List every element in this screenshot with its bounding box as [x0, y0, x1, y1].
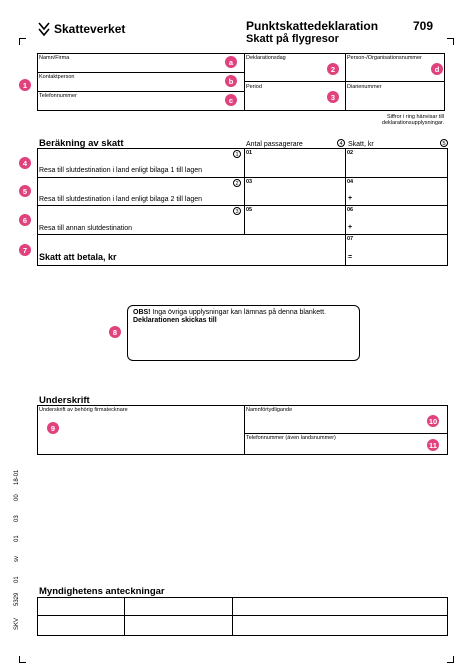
code-07: 07 — [347, 236, 354, 242]
plus-sign-06: + — [348, 224, 353, 231]
form-title: Punktskattedeklaration — [246, 19, 379, 33]
authority-table — [37, 597, 448, 636]
name-field-label: Namn/Firma — [39, 55, 70, 61]
passengers-05-field[interactable] — [245, 206, 344, 233]
obs-send-to: Deklarationen skickas till — [133, 317, 217, 324]
corner-mark-top-left — [19, 38, 26, 45]
pin-b: b — [225, 75, 237, 87]
diary-number-field[interactable] — [346, 91, 444, 110]
side-code-00: 00 — [14, 494, 20, 501]
skatteverket-logo — [37, 21, 125, 37]
pin-3: 3 — [327, 91, 339, 103]
crown-icon — [37, 21, 51, 37]
calc-row-2-ref: 2 — [233, 179, 241, 187]
obs-notice-box — [127, 305, 360, 361]
pin-10: 10 — [428, 416, 438, 426]
code-03: 03 — [246, 179, 253, 185]
diary-number-label: Diarienummer — [347, 84, 382, 90]
code-05: 05 — [246, 207, 253, 213]
pin-11: 11 — [427, 439, 439, 451]
brand-name: Skatteverket — [54, 22, 126, 36]
equals-sign-07: = — [348, 254, 353, 261]
calc-heading: Beräkning av skatt — [39, 138, 124, 149]
calc-row-3-ref: 3 — [233, 207, 241, 215]
signer-label: Underskrift av behörig firmatecknare — [39, 407, 128, 413]
pin-9: 9 — [47, 422, 59, 434]
name-clarification-label: Namnförtydligande — [246, 407, 293, 413]
passengers-03-field[interactable] — [245, 178, 344, 204]
plus-sign-04: + — [348, 195, 353, 202]
org-number-field[interactable] — [346, 62, 444, 80]
pin-8: 8 — [109, 326, 121, 338]
corner-mark-top-right — [447, 38, 454, 45]
pin-5: 5 — [19, 185, 31, 197]
pin-c: c — [225, 94, 237, 106]
tax-column-header: Skatt, kr — [348, 141, 374, 148]
form-subtitle: Skatt på flygresor — [246, 33, 339, 45]
side-code-18-01: 18-01 — [14, 469, 20, 485]
tax-06-field[interactable] — [346, 206, 447, 233]
calc-row-3-label: Resa till annan slutdestination — [39, 225, 133, 232]
pin-d: d — [431, 63, 443, 75]
passengers-column-header: Antal passagerare — [246, 141, 303, 148]
signature-phone-field[interactable] — [245, 442, 447, 454]
side-code-sv: sv — [14, 556, 20, 562]
passengers-01-field[interactable] — [245, 149, 344, 176]
pin-7: 7 — [19, 244, 31, 256]
phone-field-label: Telefonnummer — [39, 93, 77, 99]
org-number-label: Person-/Organisationsnummer — [347, 55, 422, 61]
corner-mark-bottom-left — [19, 656, 26, 663]
ring-note-line2: deklarationsupplysningar. — [381, 120, 444, 126]
signature-field[interactable] — [38, 414, 243, 454]
obs-text: Inga övriga upplysningar kan lämnas på denna blankett. — [150, 309, 327, 316]
code-01: 01 — [246, 150, 253, 156]
signature-heading: Underskrift — [39, 395, 90, 406]
side-code-skv: SKV — [14, 617, 20, 630]
name-field[interactable] — [38, 62, 243, 72]
pin-1: 1 — [19, 79, 31, 91]
authority-heading: Myndighetens anteckningar — [39, 586, 165, 597]
pin-a: a — [225, 56, 237, 68]
tax-04-field[interactable] — [346, 178, 447, 204]
declaration-day-label: Deklarationsdag — [246, 55, 286, 61]
code-04: 04 — [347, 179, 354, 185]
pin-6: 6 — [19, 214, 31, 226]
calc-row-1-ref: 1 — [233, 150, 241, 158]
name-clarification-field[interactable] — [245, 414, 447, 432]
signature-phone-label: Telefonnummer (även landsnummer) — [246, 435, 336, 441]
tax-ref-circle: 5 — [440, 139, 448, 147]
contact-field[interactable] — [38, 81, 243, 91]
total-tax-field[interactable] — [346, 235, 447, 265]
obs-lead: OBS! — [133, 309, 151, 316]
passengers-ref-circle: 4 — [337, 139, 345, 147]
tax-02-field[interactable] — [346, 149, 447, 176]
ring-note-line1: Siffror i ring hänvisar till — [386, 114, 444, 120]
code-02: 02 — [347, 150, 354, 156]
calc-row-1-label: Resa till slutdestination i land enligt bilaga 1 till lagen — [39, 167, 203, 174]
pin-4: 4 — [19, 157, 31, 169]
side-code-01-a: 01 — [14, 576, 20, 583]
period-label: Period — [246, 84, 262, 90]
code-06: 06 — [347, 207, 354, 213]
phone-field[interactable] — [38, 100, 243, 110]
form-number: 709 — [413, 19, 434, 33]
total-tax-label: Skatt att betala, kr — [39, 252, 117, 262]
contact-field-label: Kontaktperson — [39, 74, 75, 80]
side-code-01-b: 01 — [14, 535, 20, 542]
calc-row-2-label: Resa till slutdestination i land enligt bilaga 2 till lagen — [39, 196, 203, 203]
side-code-5329: 5329 — [14, 592, 20, 606]
side-code-03: 03 — [14, 515, 20, 522]
pin-2: 2 — [327, 63, 339, 75]
corner-mark-bottom-right — [447, 656, 454, 663]
